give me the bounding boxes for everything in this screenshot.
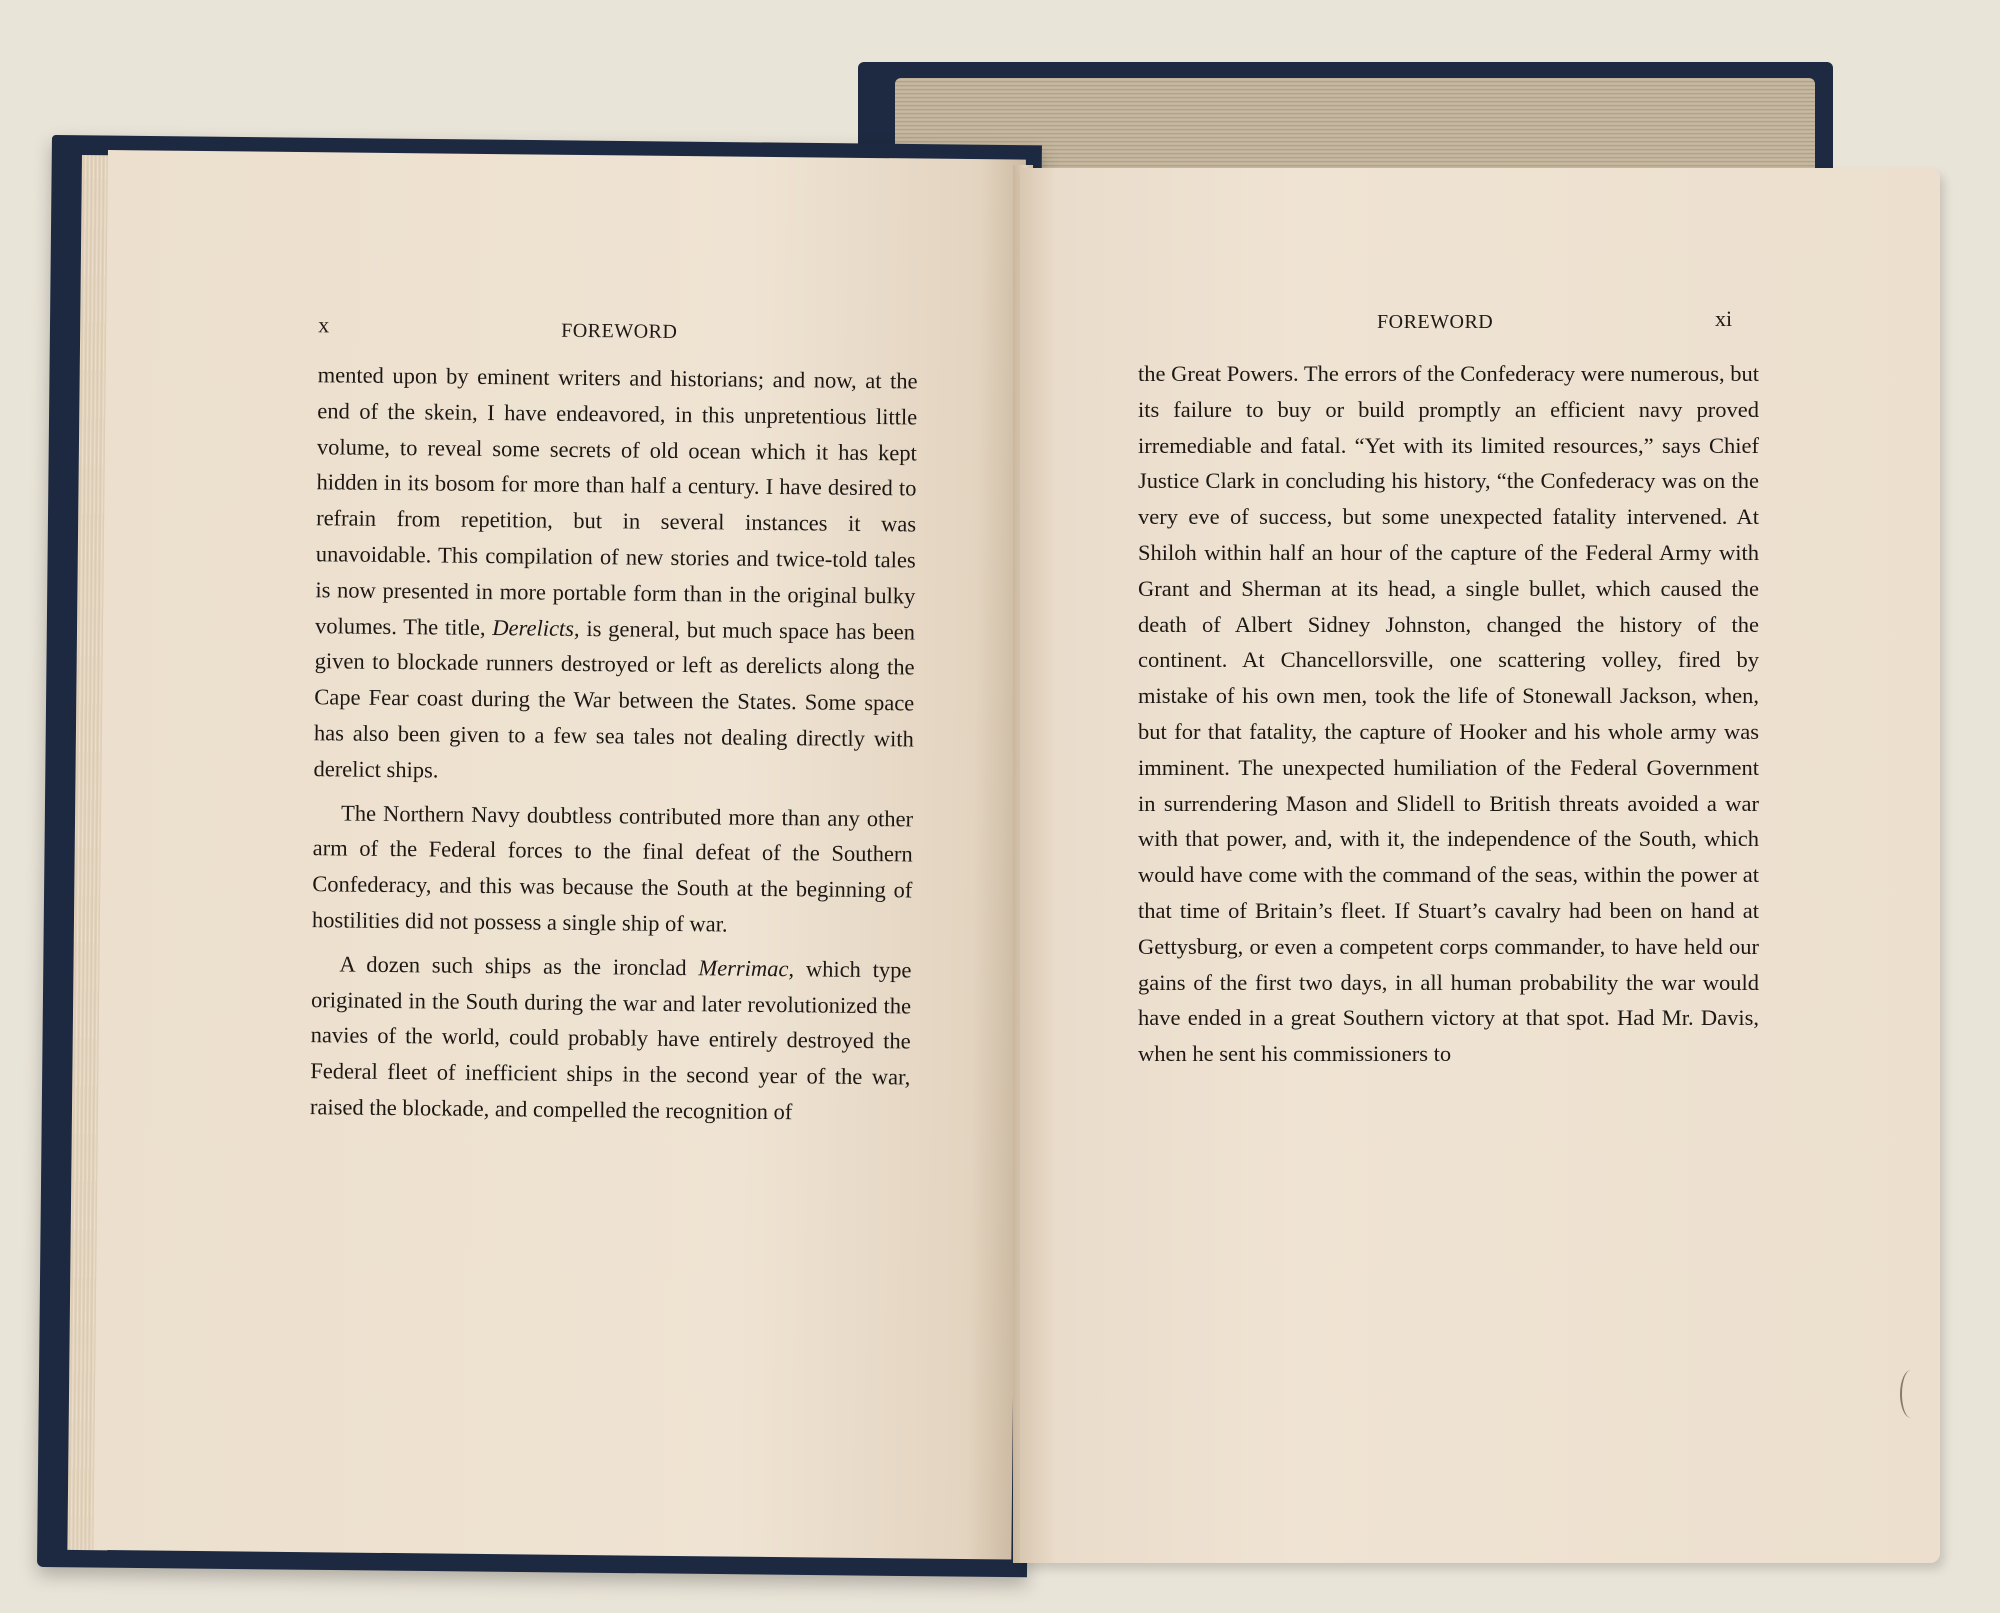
left-paragraph-2: The Northern Navy doubtless contributed more than any other arm of the Federal forces to the final defeat of the Southern Confederacy, and this was because the South at the beginning of hostilities did not possess a single ship of war. xyxy=(311,800,914,937)
left-paragraph-3: A dozen such ships as the ironclad Merrimac, which type originated in the South during the war and later revolutionized the navies of the world, could probably have entirely destroyed the Federal fleet of inefficient ships in the second year of the war, raised the blockade, and compelled the recognition of xyxy=(309,951,912,1125)
left-running-head: FOREWORD xyxy=(561,319,678,343)
left-folio: x xyxy=(318,312,330,338)
left-paragraph-1: mented upon by eminent writers and historians; and now, at the end of the skein, I have endeavored, in this unpretentious little volume, to reveal some secrets of old ocean which it has kept hidden in its bosom for more than half a century. I have desired to refrain from repetition, but in several instances it was unavoidable. This compilation of new stories and twice-told tales is now presented in more portable form than in the original bulky volumes. The title, Derelicts, is general, but much space has been given to blockade runners destroyed or left as derelicts along the Cape Fear coast during the War between the States. Some space has also been given to a few sea tales not dealing directly with derelict ships. xyxy=(313,362,918,783)
right-running-head: FOREWORD xyxy=(1377,311,1494,333)
left-body-text xyxy=(310,357,918,1131)
right-body-text xyxy=(1138,356,1759,1072)
right-page xyxy=(1020,168,1940,1563)
left-page xyxy=(93,150,1026,1560)
pencil-mark xyxy=(1900,1370,1922,1418)
right-paragraph-1: the Great Powers. The errors of the Confederacy were numerous, but its failure to buy or build promptly an efficient navy proved irremediable and fatal. “Yet with its limited resources,” says Chief Justice Clark in concluding his history, “the Confederacy was on the very eve of success, but some unexpected fatality intervened. At Shiloh within half an hour of the capture of the Federal Army with Grant and Sherman at its head, a single bullet, which caused the death of Albert Sidney Johnston, changed the history of the continent. At Chancellorsville, one scattering volley, fired by mistake of his own men, took the life of Stonewall Jackson, when, but for that fatality, the capture of Hooker and his whole army was imminent. The unexpected humiliation of the Federal Government in surrendering Mason and Slidell to British threats avoided a war with that power, and, with it, the independence of the South, which would have come with the command of the seas, within the power at that time of Britain’s fleet. If Stuart’s cavalry had been on hand at Gettysburg, or even a competent corps commander, to have held our gains of the first two days, in all human probability the war would have ended in a great Southern victory at that spot. Had Mr. Davis, when he sent his commissioners to xyxy=(1138,361,1759,1067)
right-folio: xi xyxy=(1715,306,1733,331)
